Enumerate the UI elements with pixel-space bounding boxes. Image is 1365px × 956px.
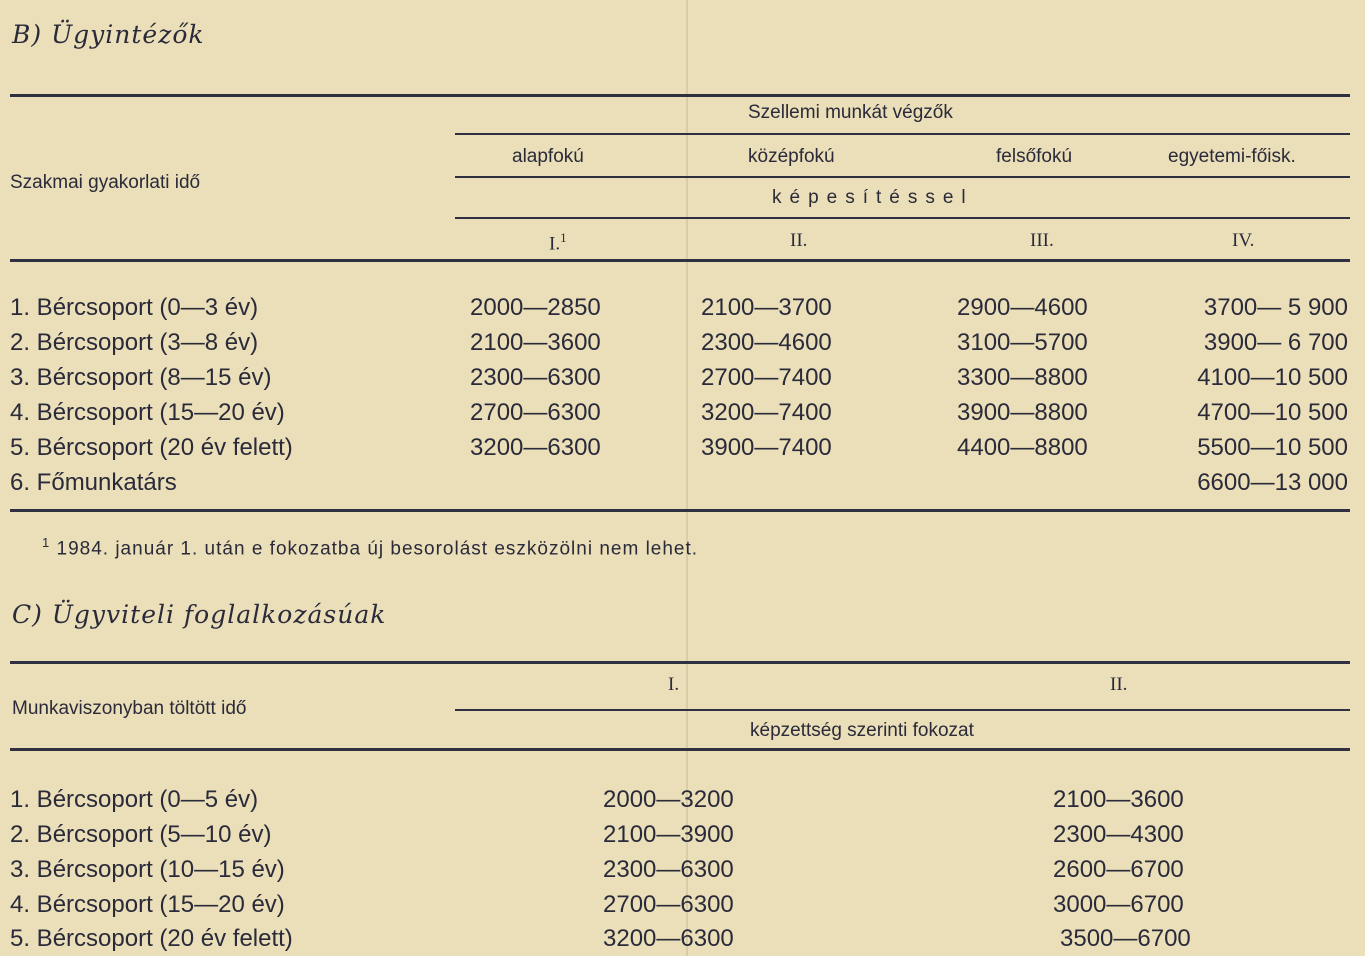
cell-grade-2: 3000—6700: [1053, 891, 1184, 918]
cell-grade-1: 2100—3900: [603, 821, 734, 848]
cell-grade-1: 2000—3200: [603, 786, 734, 813]
table-b-top-rule: [10, 94, 1350, 97]
cell-grade-4: 3900— 6 700: [1203, 329, 1348, 356]
row-label: 6. Főmunkatárs: [10, 469, 177, 496]
row-label: 2. Bércsoport (5—10 év): [10, 821, 272, 848]
cell-grade-1: 3200—6300: [603, 925, 734, 952]
footnote: $^1$ 1984. január 1. után e fokozatba új besorolást eszközölni nem lehet.: [42, 535, 699, 560]
cell-grade-1: 2700—6300: [603, 891, 734, 918]
row-label: 2. Bércsoport (3—8 év): [10, 329, 259, 356]
level-felsofoku: felsőfokú: [996, 146, 1073, 167]
table-b-qual-rule: [455, 217, 1350, 219]
row-label: 3. Bércsoport (8—15 év): [10, 364, 272, 391]
grade-1: I.$^1$: [549, 230, 567, 255]
row-label: 4. Bércsoport (15—20 év): [10, 399, 285, 426]
cell-grade-1: 2300—6300: [470, 364, 601, 391]
table-c-row-header: Munkaviszonyban töltött idő: [12, 698, 247, 719]
table-b-group-rule: [455, 133, 1350, 135]
table-c-grade-rule: [455, 709, 1350, 711]
qualification-label: képesítéssel: [772, 187, 974, 208]
cell-grade-1: 3200—6300: [470, 434, 601, 461]
cell-grade-2: 2300—4600: [701, 329, 832, 356]
table-c-top-rule: [10, 661, 1350, 664]
cell-grade-1: 2100—3600: [470, 329, 601, 356]
table-b-group-header: Szellemi munkát végzők: [748, 102, 953, 123]
grade-2: II.: [790, 230, 808, 251]
table-c-subtitle: képzettség szerinti fokozat: [750, 720, 974, 741]
cell-grade-3: 3300—8800: [957, 364, 1088, 391]
cell-grade-4: 5500—10 500: [1197, 434, 1348, 461]
cell-grade-2: 2700—7400: [701, 364, 832, 391]
cell-grade-2: 2300—4300: [1053, 821, 1184, 848]
table-b-bottom-rule: [10, 509, 1350, 512]
cell-grade-4: 6600—13 000: [1197, 469, 1348, 496]
cell-grade-1: 2300—6300: [603, 856, 734, 883]
table-c-header-bottom-rule: [10, 748, 1350, 751]
row-label: 4. Bércsoport (15—20 év): [10, 891, 285, 918]
cell-grade-3: 4400—8800: [957, 434, 1088, 461]
grade-2-c: II.: [1110, 674, 1128, 695]
cell-grade-2: 3900—7400: [701, 434, 832, 461]
section-b-title: B) Ügyintézők: [12, 20, 205, 49]
grade-4: IV.: [1232, 230, 1255, 251]
row-label: 5. Bércsoport (20 év felett): [10, 925, 293, 952]
cell-grade-3: 3900—8800: [957, 399, 1088, 426]
cell-grade-3: 2900—4600: [957, 294, 1088, 321]
grade-1-c: I.: [668, 674, 680, 695]
cell-grade-2: 3500—6700: [1060, 925, 1191, 952]
row-label: 3. Bércsoport (10—15 év): [10, 856, 285, 883]
level-alapfoku: alapfokú: [512, 146, 584, 167]
footnote-mark: 1: [42, 535, 51, 550]
cell-grade-4: 4100—10 500: [1197, 364, 1348, 391]
cell-grade-2: 2600—6700: [1053, 856, 1184, 883]
cell-grade-2: 2100—3600: [1053, 786, 1184, 813]
table-b-row-header: Szakmai gyakorlati idő: [10, 172, 201, 193]
grade-3: III.: [1030, 230, 1054, 251]
row-label: 5. Bércsoport (20 év felett): [10, 434, 293, 461]
cell-grade-3: 3100—5700: [957, 329, 1088, 356]
table-b-header-bottom-rule: [10, 259, 1350, 262]
cell-grade-1: 2700—6300: [470, 399, 601, 426]
cell-grade-4: 4700—10 500: [1197, 399, 1348, 426]
cell-grade-2: 2100—3700: [701, 294, 832, 321]
level-egyetemi: egyetemi-főisk.: [1168, 146, 1296, 167]
row-label: 1. Bércsoport (0—5 év): [10, 786, 259, 813]
section-c-title: C) Ügyviteli foglalkozásúak: [12, 600, 387, 629]
cell-grade-1: 2000—2850: [470, 294, 601, 321]
cell-grade-2: 3200—7400: [701, 399, 832, 426]
table-b-level-rule: [455, 176, 1350, 178]
level-kozepfoku: középfokú: [748, 146, 835, 167]
cell-grade-4: 3700— 5 900: [1203, 294, 1348, 321]
row-label: 1. Bércsoport (0—3 év): [10, 294, 259, 321]
